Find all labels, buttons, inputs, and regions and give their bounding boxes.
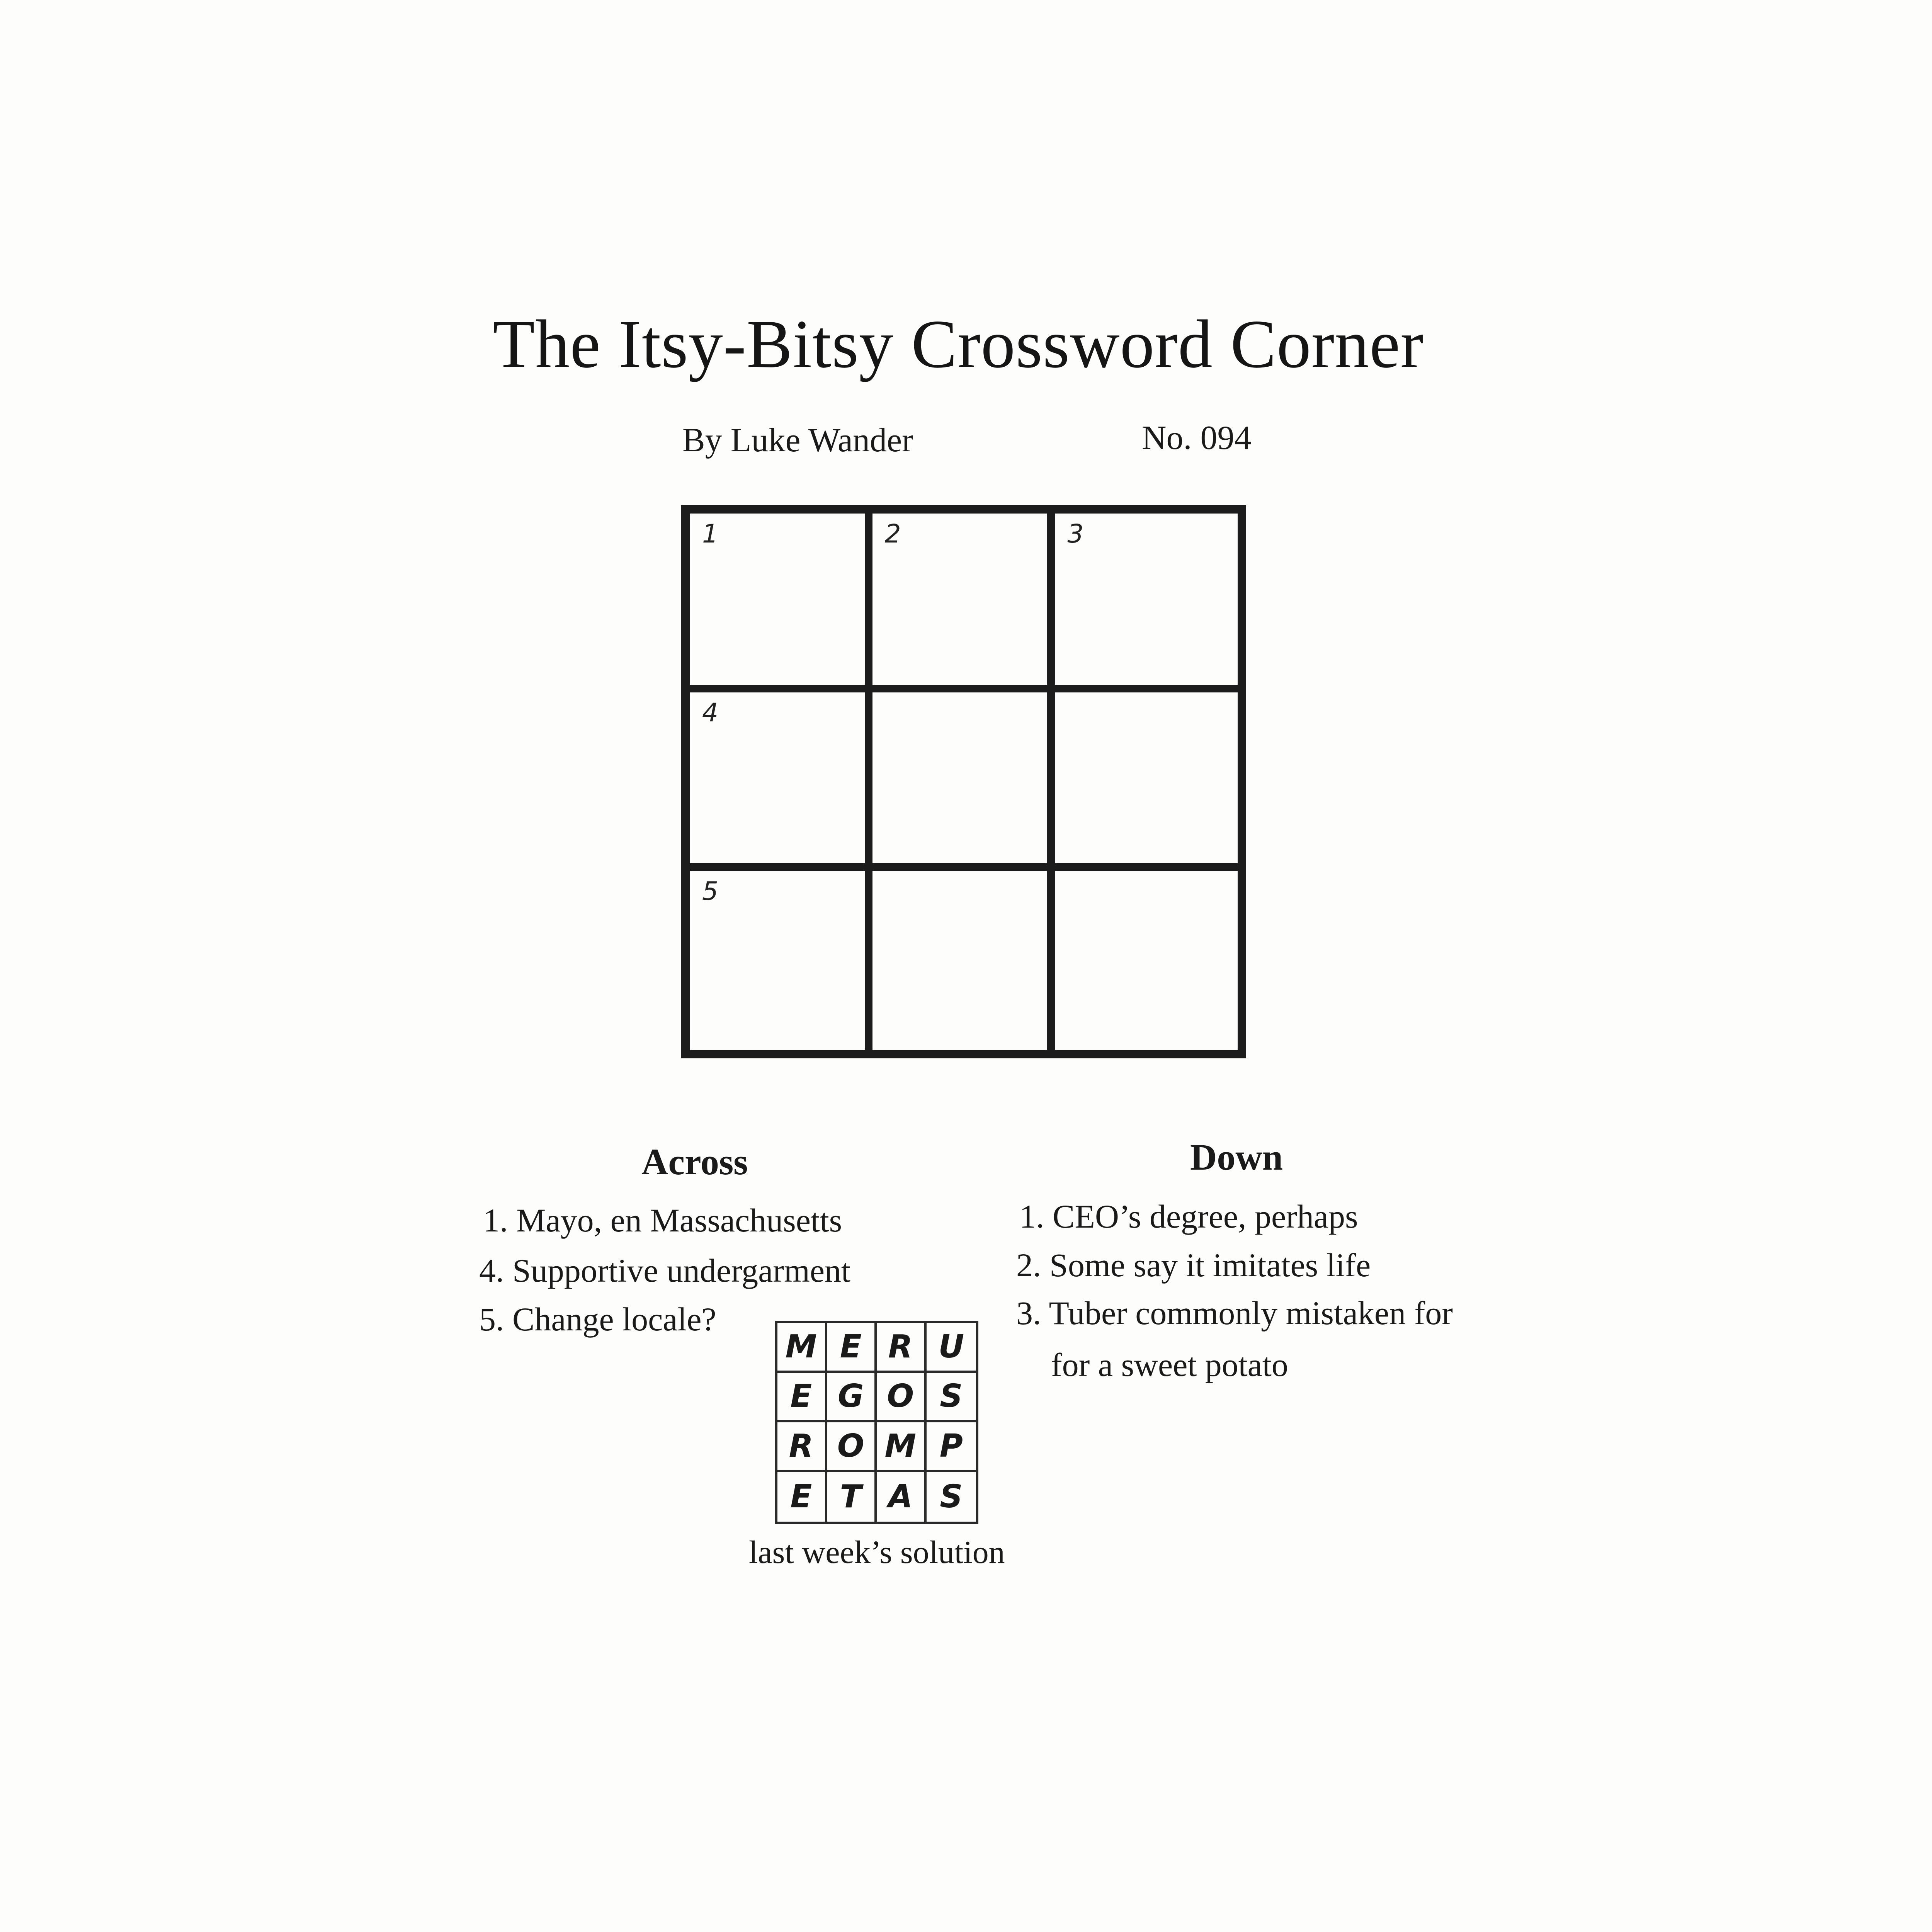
solution-letter: A <box>877 1472 927 1522</box>
puzzle-number: No. 094 <box>1142 419 1252 457</box>
solution-letter: G <box>827 1373 877 1423</box>
down-clue: 3. Tuber commonly mistaken for <box>1016 1294 1453 1332</box>
grid-cell[interactable] <box>872 514 1055 692</box>
solution-letter: E <box>777 1373 827 1423</box>
grid-cell[interactable] <box>690 871 872 1050</box>
solution-letter: E <box>777 1472 827 1522</box>
crossword-grid <box>681 505 1246 1058</box>
grid-cell[interactable] <box>1055 692 1238 871</box>
solution-letter: U <box>927 1323 976 1373</box>
author-byline: By Luke Wander <box>682 422 913 459</box>
grid-cell[interactable] <box>872 692 1055 871</box>
solution-letter: O <box>827 1422 877 1472</box>
clue-number: 2 <box>884 519 901 549</box>
puzzle-title: The Itsy-Bitsy Crossword Corner <box>493 306 1424 382</box>
grid-cell[interactable] <box>690 692 872 871</box>
solution-letter: R <box>777 1422 827 1472</box>
across-clue: 4. Supportive undergarment <box>479 1252 850 1289</box>
clue-number: 4 <box>702 697 718 728</box>
down-clue-continuation: for a sweet potato <box>1051 1346 1288 1383</box>
solution-letter: S <box>927 1373 976 1423</box>
solution-letter: S <box>940 1478 963 1515</box>
grid-cell[interactable] <box>690 514 872 692</box>
across-clue: 1. Mayo, en Massachusetts <box>483 1202 842 1239</box>
down-clue: 1. CEO’s degree, perhaps <box>1019 1198 1358 1235</box>
solution-letter: M <box>877 1422 927 1472</box>
solution-caption: last week’s solution <box>749 1534 1005 1570</box>
grid-cell[interactable] <box>1055 871 1238 1050</box>
last-week-solution-grid <box>775 1321 978 1524</box>
across-heading: Across <box>641 1141 748 1182</box>
solution-letter: M <box>777 1323 827 1373</box>
grid-cell[interactable] <box>872 871 1055 1050</box>
clue-number: 1 <box>702 519 718 549</box>
across-clue: 5. Change locale? <box>479 1301 716 1338</box>
solution-letter: P <box>927 1422 976 1472</box>
clue-number: 3 <box>1067 519 1084 549</box>
down-heading: Down <box>1190 1136 1283 1178</box>
solution-letter: O <box>877 1373 927 1423</box>
grid-cell[interactable] <box>1055 514 1238 692</box>
solution-letter: R <box>877 1323 927 1373</box>
clue-number: 5 <box>702 876 718 906</box>
down-clue: 2. Some say it imitates life <box>1016 1247 1371 1284</box>
solution-letter: E <box>827 1323 877 1373</box>
solution-letter: T <box>827 1472 877 1522</box>
